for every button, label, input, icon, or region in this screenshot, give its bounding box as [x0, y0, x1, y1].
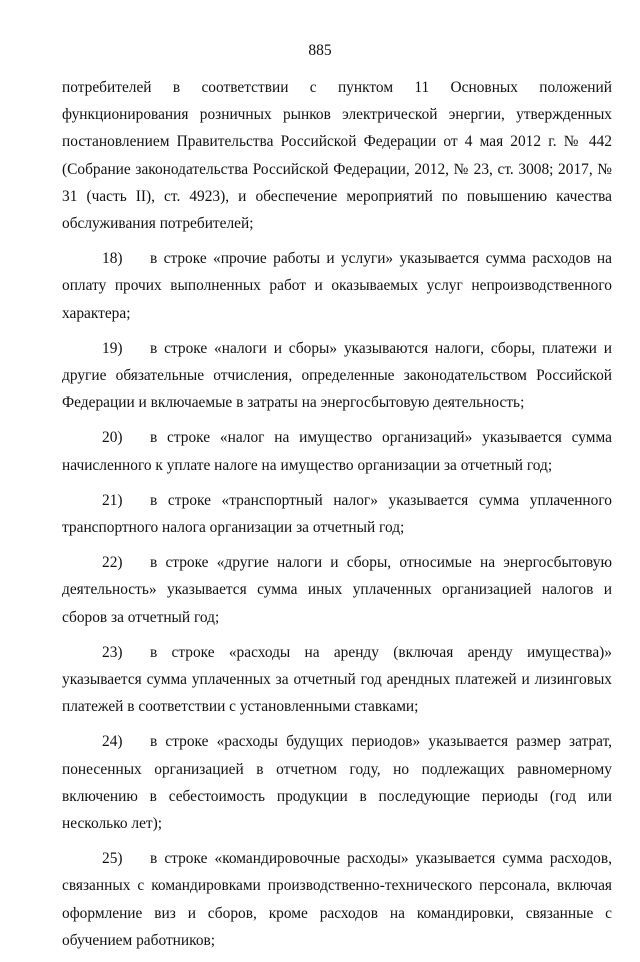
item-number: 22) [102, 554, 123, 572]
paragraph-item-21 [62, 487, 612, 541]
item-number: 23) [102, 643, 123, 661]
item-text: в строке «расходы будущих периодов» указывается размер затрат, понесенных организацией в отчетном году, но подлежащих равномерному включению в себестоимость продукции в последующие периоды (год или несколько лет); [62, 733, 612, 833]
paragraph-item-19 [62, 335, 612, 417]
paragraph-item-22 [62, 549, 612, 631]
paragraph-intro: потребителей в соответствии с пунктом 11 Основных положений функционирования розничных рынков электрической энергии, утвержденных постановлением Правительства Российской Федерации от 4 мая 2012 г. № 442 (Собрание законодательства Российской Федерации, 2012, № 23, ст. 3008; 2017, № 31 (часть II), ст. 4923), и обеспечение мероприятий по повышению качества обслуживания потребителей; [62, 79, 612, 233]
item-text: в строке «налог на имущество организаций» указывается сумма начисленного к уплате налоге на имущество организации за отчетный год; [62, 429, 612, 474]
item-number: 24) [102, 733, 123, 751]
item-number: 20) [102, 429, 123, 447]
item-number: 21) [102, 491, 123, 509]
paragraph-item-25 [62, 845, 612, 954]
item-text: в строке «налоги и сборы» указываются налоги, сборы, платежи и другие обязательные отчисления, определенные законодательством Российской Федерации и включаемые в затраты на энергосбытовую деятельность; [62, 339, 612, 412]
paragraph-item-20 [62, 424, 612, 478]
paragraph-item-23 [62, 639, 612, 721]
item-number: 19) [102, 339, 123, 357]
item-text: в строке «прочие работы и услуги» указывается сумма расходов на оплату прочих выполненных работ и оказываемых услуг непроизводственного характера; [62, 250, 612, 322]
item-text: в строке «транспортный налог» указывается сумма уплаченного транспортного налога организации за отчетный год; [62, 491, 612, 537]
item-text: в строке «другие налоги и сборы, относимые на энергосбытовую деятельность» указывается сумма иных уплаченных организацией налогов и сборов за отчетный год; [62, 554, 612, 626]
document-body [62, 74, 612, 962]
paragraph-item-18 [62, 245, 612, 327]
item-text: в строке «командировочные расходы» указывается сумма расходов, связанных с командировками производственно-технического персонала, включая оформление виз и сборов, кроме расходов на командировки, связанные с обучением работников; [62, 850, 612, 949]
paragraph-item-24 [62, 728, 612, 837]
item-text: в строке «расходы на аренду (включая аренду имущества)» указывается сумма уплаченных за отчетный год арендных платежей и лизинговых платежей в соответствии с установленными ставками; [62, 643, 612, 716]
item-number: 25) [102, 850, 123, 868]
item-number: 18) [102, 250, 123, 268]
page-number: 885 [308, 42, 332, 59]
